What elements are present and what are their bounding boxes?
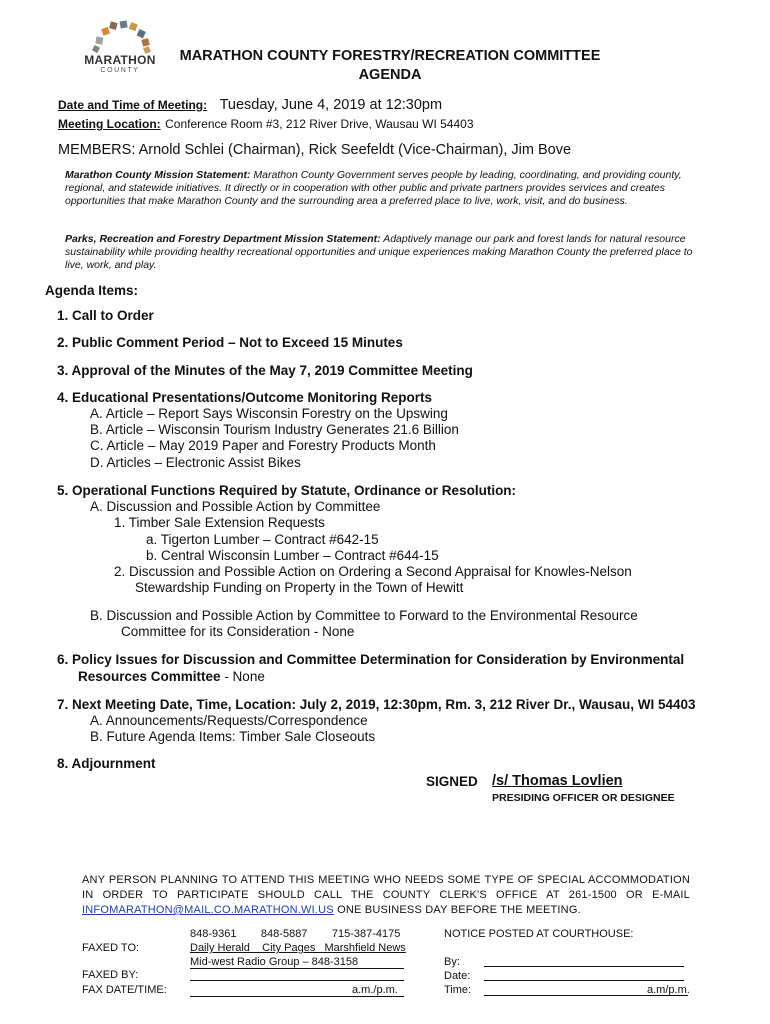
meeting-location-label: Meeting Location: bbox=[58, 117, 161, 131]
agenda-heading: Agenda Items: bbox=[45, 283, 139, 298]
meeting-date-row bbox=[58, 96, 442, 114]
signature-name: /s/ Thomas Lovlien bbox=[492, 773, 623, 789]
notice-text: ANY PERSON PLANNING TO ATTEND THIS MEETING WHO NEEDS SOME TYPE OF SPECIAL ACCOMMODATION IN ORDER TO PARTICIPATE SHOULD CALL THE COUNTY CLERK'S OFFICE AT 261-1500 OR E-MAIL bbox=[82, 874, 690, 901]
document-title: MARATHON COUNTY FORESTRY/RECREATION COMMITTEE bbox=[179, 48, 601, 64]
accommodation-notice bbox=[82, 873, 690, 918]
agenda-item-5b-cont: Committee for its Consideration - None bbox=[121, 624, 355, 639]
agenda-item-8: 8. Adjournment bbox=[57, 756, 156, 771]
agenda-item-4b: B. Article – Wisconsin Tourism Industry Generates 21.6 Billion bbox=[90, 422, 459, 437]
agenda-item-7b: B. Future Agenda Items: Timber Sale Closeouts bbox=[90, 729, 376, 744]
agenda-item-6-cont-bold: Resources Committee bbox=[78, 669, 221, 684]
agenda-item-4: 4. Educational Presentations/Outcome Monitoring Reports bbox=[57, 390, 433, 405]
radio-underline bbox=[190, 968, 404, 969]
agenda-item-5a1a: a. Tigerton Lumber – Contract #642-15 bbox=[146, 532, 379, 547]
signature-role: PRESIDING OFFICER OR DESIGNEE bbox=[492, 792, 675, 804]
county-mission-label: Marathon County Mission Statement: bbox=[65, 169, 251, 181]
agenda-item-4a: A. Article – Report Says Wisconsin Forestry on the Upswing bbox=[90, 406, 448, 421]
posted-by-line bbox=[484, 966, 684, 967]
agenda-item-1: 1. Call to Order bbox=[57, 308, 154, 323]
posted-time-label: Time: bbox=[444, 984, 472, 996]
agenda-item-5a1: 1. Timber Sale Extension Requests bbox=[114, 515, 325, 530]
meeting-date-value: Tuesday, June 4, 2019 at 12:30pm bbox=[219, 97, 443, 113]
fax-ampm: a.m./p.m. bbox=[352, 984, 398, 996]
document-subtitle: AGENDA bbox=[358, 67, 422, 83]
logo-tiles-icon bbox=[80, 20, 160, 54]
agenda-item-3: 3. Approval of the Minutes of the May 7, 2019 Committee Meeting bbox=[57, 363, 473, 378]
signed-label: SIGNED bbox=[426, 774, 478, 789]
agenda-item-5a2: 2. Discussion and Possible Action on Ordering a Second Appraisal for Knowles-Nelson bbox=[114, 564, 632, 579]
meeting-location-value: Conference Room #3, 212 River Drive, Wausau WI 54403 bbox=[165, 117, 474, 131]
agenda-item-7a: A. Announcements/Requests/Correspondence bbox=[90, 713, 368, 728]
agenda-item-5a1b: b. Central Wisconsin Lumber – Contract #644-15 bbox=[146, 548, 439, 563]
posted-date-line bbox=[484, 980, 684, 981]
parks-mission-label: Parks, Recreation and Forestry Department Mission Statement: bbox=[65, 233, 381, 245]
logo-subtitle: COUNTY bbox=[100, 67, 140, 74]
meeting-date-label: Date and Time of Meeting: bbox=[58, 98, 208, 112]
faxed-by-label: FAXED BY: bbox=[82, 969, 139, 981]
fax-datetime-label: FAX DATE/TIME: bbox=[82, 984, 167, 996]
agenda-item-5: 5. Operational Functions Required by Statute, Ordinance or Resolution: bbox=[57, 483, 517, 498]
agenda-item-2: 2. Public Comment Period – Not to Exceed 15 Minutes bbox=[57, 335, 403, 350]
posted-ampm: a.m/p.m. bbox=[647, 984, 690, 996]
notice-email-link[interactable]: INFOMARATHON@MAIL.CO.MARATHON.WI.US bbox=[82, 904, 334, 916]
fax-radio: Mid-west Radio Group – 848-3158 bbox=[190, 956, 359, 968]
parks-mission-text: Adaptively manage our park and forest lands for natural resource sustainability while providing healthy recreational opportunities and unique experiences making Marathon County the preferred place to live, work, and play. bbox=[65, 233, 693, 271]
agenda-item-6-cont-none: - None bbox=[220, 669, 265, 684]
county-mission-statement bbox=[65, 169, 695, 208]
agenda-item-6: 6. Policy Issues for Discussion and Committee Determination for Consideration by Environmental bbox=[57, 652, 685, 667]
courthouse-notice-label: NOTICE POSTED AT COURTHOUSE: bbox=[444, 928, 634, 940]
posted-by-label: By: bbox=[444, 956, 460, 968]
committee-members: MEMBERS: Arnold Schlei (Chairman), Rick Seefeldt (Vice-Chairman), Jim Bove bbox=[58, 142, 572, 158]
fax-datetime-line bbox=[190, 996, 404, 997]
agenda-item-5a2-cont: Stewardship Funding on Property in the Town of Hewitt bbox=[135, 580, 464, 595]
county-mission-text: Marathon County Government serves people by leading, coordinating, and providing county, regional, and statewide initiatives. It directly or in cooperation with other public and private partners provides services and creates opportunities that make Marathon County and the surrounding area a preferred place to live, work, visit, and do business. bbox=[65, 169, 682, 207]
faxed-by-line bbox=[190, 980, 404, 981]
fax-numbers: 848-9361 848-5887 715-387-4175 bbox=[190, 928, 401, 940]
logo-wordmark: MARATHON bbox=[84, 53, 156, 67]
agenda-item-7: 7. Next Meeting Date, Time, Location: July 2, 2019, 12:30pm, Rm. 3, 212 River Dr., Wausau, WI 54403 bbox=[57, 697, 696, 712]
fax-outlets: Daily Herald City Pages Marshfield News bbox=[190, 942, 406, 954]
meeting-location-row bbox=[58, 115, 474, 133]
posted-date-label: Date: bbox=[444, 970, 471, 982]
parks-mission-statement bbox=[65, 233, 695, 272]
agenda-item-4c: C. Article – May 2019 Paper and Forestry Products Month bbox=[90, 438, 436, 453]
agenda-item-4d: D. Articles – Electronic Assist Bikes bbox=[90, 455, 301, 470]
faxed-to-label: FAXED TO: bbox=[82, 942, 140, 954]
agenda-item-5a: A. Discussion and Possible Action by Committee bbox=[90, 499, 381, 514]
agenda-item-5b: B. Discussion and Possible Action by Committee to Forward to the Environmental Resource bbox=[90, 608, 638, 623]
notice-tail: ONE BUSINESS DAY BEFORE THE MEETING. bbox=[333, 904, 581, 916]
agenda-item-6-cont bbox=[78, 668, 265, 686]
county-logo bbox=[80, 20, 160, 80]
